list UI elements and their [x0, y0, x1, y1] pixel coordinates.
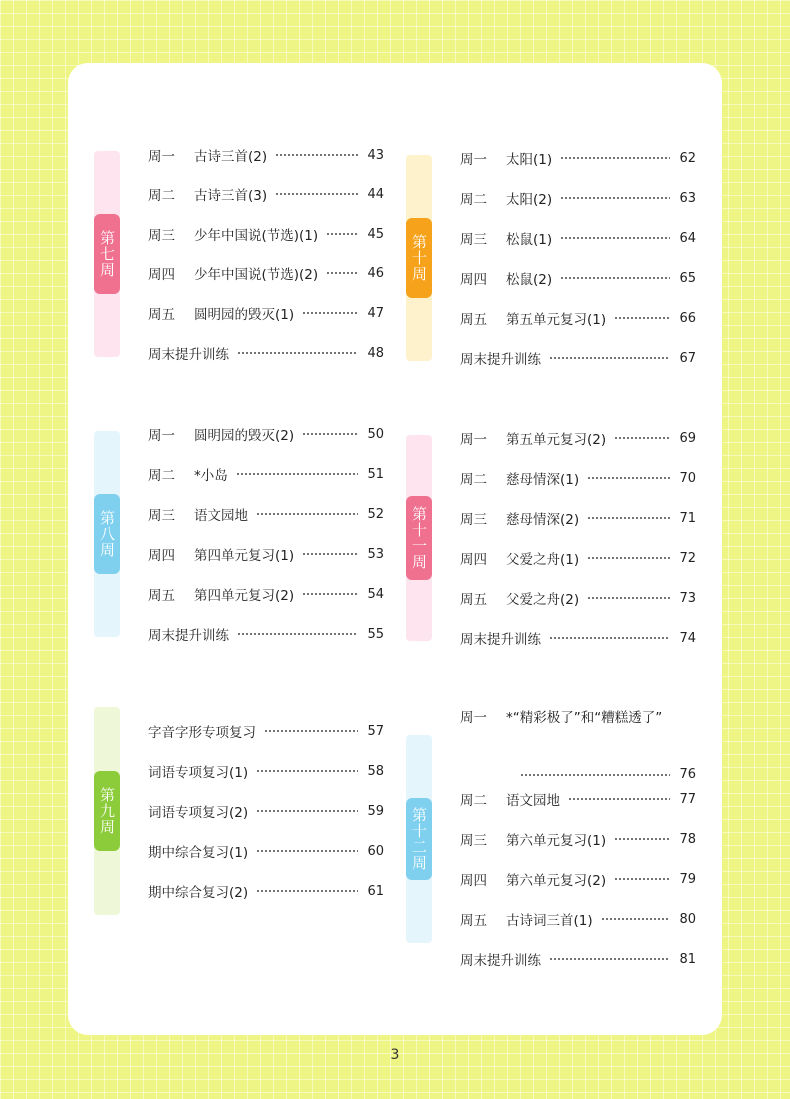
- toc-title: 圆明园的毁灭(2): [194, 428, 295, 444]
- toc-title: 慈母情深(1): [506, 472, 580, 488]
- toc-entry[interactable]: [460, 587, 696, 609]
- toc-page: 79: [679, 871, 696, 887]
- toc-page: 66: [679, 310, 696, 326]
- toc-entry[interactable]: [148, 144, 384, 166]
- toc-entry[interactable]: [148, 800, 384, 822]
- leader-dots: [568, 798, 670, 800]
- toc-entry[interactable]: [460, 507, 696, 529]
- leader-dots: [560, 157, 670, 159]
- toc-day: 周四: [460, 552, 487, 568]
- leader-dots: [614, 878, 670, 880]
- toc-entry[interactable]: [460, 427, 696, 449]
- toc-title: 语文园地: [506, 793, 560, 809]
- toc-page: 77: [679, 791, 696, 807]
- toc-day: 周二: [460, 793, 487, 809]
- toc-page: 53: [367, 546, 384, 562]
- toc-page: 60: [367, 843, 384, 859]
- leader-dots: [614, 317, 670, 319]
- toc-page: 73: [679, 590, 696, 606]
- toc-entry[interactable]: [460, 948, 696, 970]
- leader-dots: [520, 774, 670, 776]
- toc-title: 期中综合复习(1): [148, 845, 249, 861]
- leader-dots: [549, 637, 670, 639]
- toc-title: 周末提升训练: [460, 953, 541, 969]
- contents-card: [68, 63, 722, 1035]
- toc-page: 52: [367, 506, 384, 522]
- toc-entry[interactable]: [460, 347, 696, 369]
- toc-entry[interactable]: [148, 223, 384, 245]
- toc-title: 太阳(2): [506, 192, 553, 208]
- leader-dots: [302, 433, 358, 435]
- toc-title: 词语专项复习(1): [148, 765, 249, 781]
- toc-entry[interactable]: [148, 342, 384, 364]
- toc-title: 第六单元复习(2): [506, 873, 607, 889]
- leader-dots: [275, 154, 358, 156]
- leader-dots: [549, 958, 670, 960]
- toc-entry[interactable]: [148, 840, 384, 862]
- toc-page: 45: [367, 226, 384, 242]
- toc-day: 周五: [460, 312, 487, 328]
- toc-page: 69: [679, 430, 696, 446]
- toc-page: 72: [679, 550, 696, 566]
- leader-dots: [587, 517, 670, 519]
- toc-title: 第六单元复习(1): [506, 833, 607, 849]
- leader-dots: [237, 352, 358, 354]
- toc-day: 周三: [148, 508, 175, 524]
- toc-entry[interactable]: [148, 720, 384, 742]
- leader-dots: [256, 810, 358, 812]
- toc-entry[interactable]: [460, 147, 696, 169]
- toc-title: 父爱之舟(1): [506, 552, 580, 568]
- toc-page: 71: [679, 510, 696, 526]
- toc-title: 词语专项复习(2): [148, 805, 249, 821]
- leader-dots: [614, 437, 670, 439]
- toc-page: 48: [367, 345, 384, 361]
- toc-title: 第五单元复习(1): [506, 312, 607, 328]
- toc-title: *小岛: [194, 468, 228, 484]
- leader-dots: [326, 233, 358, 235]
- toc-title: 少年中国说(节选)(2): [194, 267, 319, 283]
- toc-entry[interactable]: [460, 707, 696, 791]
- toc-page: 57: [367, 723, 384, 739]
- leader-dots: [326, 272, 358, 274]
- toc-page: 74: [679, 630, 696, 646]
- toc-day: 周三: [460, 833, 487, 849]
- leader-dots: [587, 597, 670, 599]
- toc-page: 63: [679, 190, 696, 206]
- toc-page: 78: [679, 831, 696, 847]
- page-number: 3: [390, 1047, 400, 1063]
- toc-title: 第四单元复习(1): [194, 548, 295, 564]
- toc-page: 47: [367, 305, 384, 321]
- toc-day: 周四: [148, 548, 175, 564]
- toc-title: 圆明园的毁灭(1): [194, 307, 295, 323]
- toc-entry[interactable]: [148, 183, 384, 205]
- toc-title: 松鼠(2): [506, 272, 553, 288]
- toc-day: 周四: [148, 267, 175, 283]
- toc-title: 慈母情深(2): [506, 512, 580, 528]
- leader-dots: [256, 770, 358, 772]
- leader-dots: [601, 918, 670, 920]
- toc-page: 80: [679, 911, 696, 927]
- week-7-tab: 第七周: [94, 214, 120, 294]
- toc-title: 周末提升训练: [460, 632, 541, 648]
- toc-title: 语文园地: [194, 508, 248, 524]
- toc-page: 43: [367, 147, 384, 163]
- toc-title: 周末提升训练: [148, 628, 229, 644]
- toc-page: 67: [679, 350, 696, 366]
- toc-title: 古诗词三首(1): [506, 913, 593, 929]
- leader-dots: [560, 197, 670, 199]
- leader-dots: [275, 193, 358, 195]
- leader-dots: [264, 730, 358, 732]
- toc-day: 周一: [148, 428, 175, 444]
- leader-dots: [237, 633, 358, 635]
- toc-entry[interactable]: [148, 880, 384, 902]
- toc-entry[interactable]: [148, 302, 384, 324]
- leader-dots: [302, 593, 358, 595]
- toc-entry[interactable]: [460, 227, 696, 249]
- toc-title: 古诗三首(3): [194, 188, 268, 204]
- toc-day: 周三: [460, 512, 487, 528]
- toc-page: 70: [679, 470, 696, 486]
- toc-page: 81: [679, 951, 696, 967]
- toc-page: 62: [679, 150, 696, 166]
- toc-page: 50: [367, 426, 384, 442]
- toc-entry[interactable]: [148, 760, 384, 782]
- toc-page: 59: [367, 803, 384, 819]
- toc-page: 55: [367, 626, 384, 642]
- toc-entry[interactable]: [148, 623, 384, 645]
- leader-dots: [587, 477, 670, 479]
- toc-entry[interactable]: [460, 547, 696, 569]
- toc-entry[interactable]: [460, 627, 696, 649]
- toc-title: 松鼠(1): [506, 232, 553, 248]
- toc-entry[interactable]: [460, 828, 696, 850]
- leader-dots: [236, 473, 358, 475]
- toc-entry[interactable]: [460, 267, 696, 289]
- toc-entry[interactable]: [148, 543, 384, 565]
- toc-title: 太阳(1): [506, 152, 553, 168]
- toc-day: 周四: [460, 873, 487, 889]
- toc-title: 第五单元复习(2): [506, 432, 607, 448]
- toc-day: 周五: [148, 307, 175, 323]
- toc-day: 周四: [460, 272, 487, 288]
- toc-day: 周一: [148, 149, 175, 165]
- week-11-tab: 第十一周: [406, 496, 432, 580]
- toc-day: 周五: [460, 913, 487, 929]
- toc-entry[interactable]: [460, 187, 696, 209]
- leader-dots: [560, 277, 670, 279]
- toc-day: 周二: [460, 192, 487, 208]
- toc-day: 周三: [460, 232, 487, 248]
- toc-title: 周末提升训练: [460, 352, 541, 368]
- toc-day: 周五: [148, 588, 175, 604]
- toc-day: 周一: [460, 152, 487, 168]
- toc-entry[interactable]: [460, 467, 696, 489]
- toc-title: 期中综合复习(2): [148, 885, 249, 901]
- leader-dots: [256, 890, 358, 892]
- leader-dots: [256, 513, 358, 515]
- toc-entry[interactable]: [148, 503, 384, 525]
- week-9-tab: 第九周: [94, 771, 120, 851]
- toc-day: 周二: [148, 188, 175, 204]
- toc-page: 51: [367, 466, 384, 482]
- toc-title: 字音字形专项复习: [148, 725, 256, 741]
- leader-dots: [587, 557, 670, 559]
- leader-dots: [302, 553, 358, 555]
- week-10-tab: 第十周: [406, 218, 432, 298]
- leader-dots: [549, 357, 670, 359]
- toc-day: 周一: [460, 710, 487, 726]
- toc-title: *“精彩极了”和“糟糕透了”: [506, 710, 663, 726]
- toc-entry[interactable]: [148, 463, 384, 485]
- toc-page: 44: [367, 186, 384, 202]
- leader-dots: [302, 312, 358, 314]
- toc-entry[interactable]: [148, 423, 384, 445]
- toc-entry[interactable]: [148, 262, 384, 284]
- toc-day: 周二: [148, 468, 175, 484]
- toc-day: 周三: [148, 228, 175, 244]
- toc-entry[interactable]: [148, 583, 384, 605]
- toc-page: 64: [679, 230, 696, 246]
- toc-title: 古诗三首(2): [194, 149, 268, 165]
- toc-entry[interactable]: [460, 868, 696, 890]
- toc-title: 第四单元复习(2): [194, 588, 295, 604]
- week-8-tab: 第八周: [94, 494, 120, 574]
- toc-entry[interactable]: [460, 908, 696, 930]
- toc-title: 父爱之舟(2): [506, 592, 580, 608]
- toc-page: 54: [367, 586, 384, 602]
- leader-dots: [614, 838, 670, 840]
- toc-day: 周五: [460, 592, 487, 608]
- toc-page: 65: [679, 270, 696, 286]
- toc-page: 61: [367, 883, 384, 899]
- leader-dots: [256, 850, 358, 852]
- toc-entry[interactable]: [460, 307, 696, 329]
- toc-page: 58: [367, 763, 384, 779]
- leader-dots: [560, 237, 670, 239]
- toc-day: 周二: [460, 472, 487, 488]
- week-12-tab: 第十二周: [406, 798, 432, 880]
- toc-day: 周一: [460, 432, 487, 448]
- toc-page: 46: [367, 265, 384, 281]
- toc-title: 少年中国说(节选)(1): [194, 228, 319, 244]
- toc-page: 76: [679, 767, 696, 782]
- toc-entry[interactable]: [460, 788, 696, 810]
- toc-title: 周末提升训练: [148, 347, 229, 363]
